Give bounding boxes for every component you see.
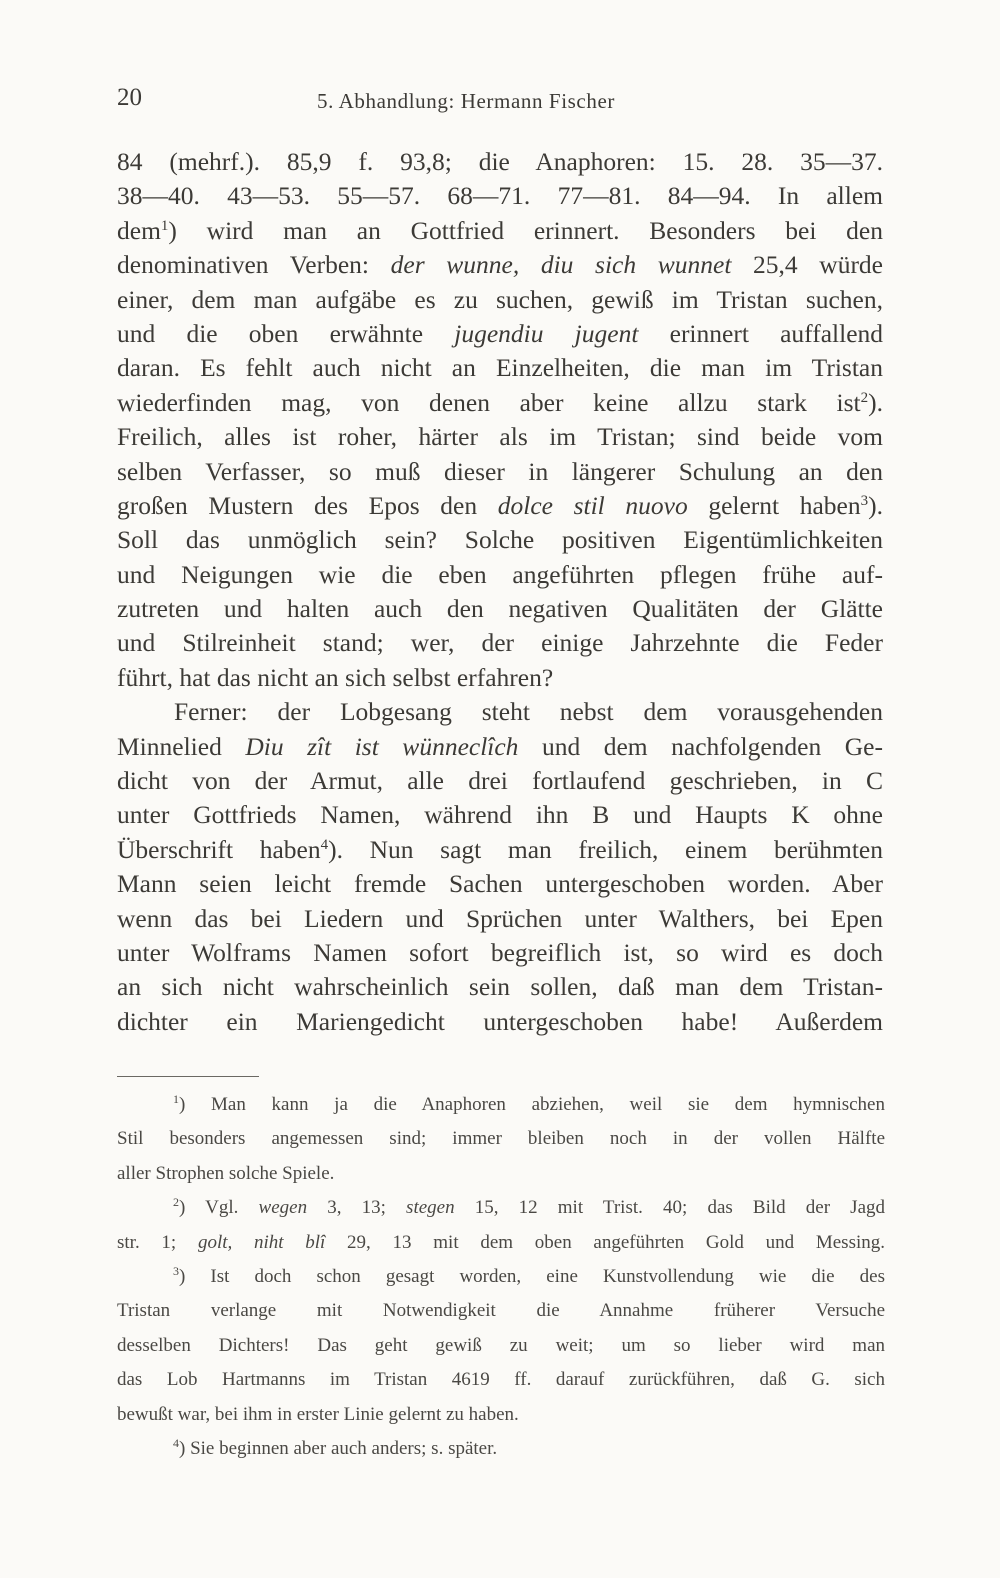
text-segment: 29, 13 mit dem oben angeführten Gold und Messing.	[325, 1231, 885, 1253]
italic-quote: dolce stil nuovo	[497, 490, 688, 520]
text-segment: 3, 13;	[307, 1197, 407, 1219]
text-line	[117, 386, 883, 420]
text-segment: ) wird man an Gottfried erinnert. Besonders bei den	[168, 215, 883, 245]
text-segment: ) Sie beginnen aber auch anders; s. später.	[179, 1437, 498, 1459]
text-line: Mann seien leicht fremde Sachen untergeschoben worden. Aber	[117, 869, 883, 899]
footnote-line: aller Strophen solche Spiele.	[117, 1162, 335, 1184]
text-segment: ). Nun sagt man freilich, einem berühmten	[328, 834, 883, 864]
text-line: zutreten und halten auch den negativen Qualitäten der Glätte	[117, 594, 883, 624]
footnote-line: Tristan verlange mit Notwendigkeit die Annahme früherer Versuche	[117, 1300, 885, 1322]
footnote-ref[interactable]: 4	[320, 836, 329, 853]
footnote-line: Stil besonders angemessen sind; immer bleiben noch in der vollen Hälfte	[117, 1128, 885, 1150]
footnote-divider	[117, 1076, 259, 1077]
footnotes	[117, 1091, 885, 1469]
text-line	[117, 833, 883, 867]
text-segment: gelernt haben	[687, 490, 861, 520]
page-header	[117, 84, 887, 124]
text-segment: großen Mustern des Epos den	[117, 490, 498, 520]
text-segment: ) Man kann ja die Anaphoren abziehen, weil sie dem hymnischen	[179, 1094, 885, 1115]
text-segment: dem	[117, 215, 161, 245]
text-segment: ).	[868, 490, 884, 520]
text-line	[117, 214, 883, 248]
text-line: dicht von der Armut, alle drei fortlaufend geschrieben, in C	[117, 766, 883, 796]
footnote-line	[117, 1263, 885, 1297]
footnote-line	[117, 1229, 885, 1263]
text-line	[117, 317, 883, 351]
text-line	[117, 489, 883, 523]
body-text	[117, 145, 883, 1039]
footnote-marker: 4	[173, 1435, 179, 1450]
text-line: daran. Es fehlt auch nicht an Einzelheiten, die man im Tristan	[117, 353, 883, 383]
text-line: selben Verfasser, so muß dieser in längerer Schulung an den	[117, 456, 883, 486]
text-line: und Neigungen wie die eben angeführten pflegen frühe auf-	[117, 559, 883, 589]
text-line: 38—40. 43—53. 55—57. 68—71. 77—81. 84—94. In allem	[117, 181, 883, 211]
text-segment: 25,4 würde	[731, 250, 884, 280]
footnote-marker: 3	[173, 1263, 179, 1278]
text-line	[117, 730, 883, 764]
text-segment: und die oben erwähnte	[117, 318, 455, 348]
text-line: Ferner: der Lobgesang steht nebst dem vorausgehenden	[174, 697, 883, 727]
footnote-line: desselben Dichters! Das geht gewiß zu weit; um so lieber wird man	[117, 1334, 885, 1356]
italic-quote: Diu zît ist wünneclîch	[245, 731, 519, 761]
text-segment: ).	[868, 387, 883, 417]
text-line: einer, dem man aufgäbe es zu suchen, gewiß im Tristan suchen,	[117, 284, 883, 314]
text-line: Soll das unmöglich sein? Solche positiven Eigentümlichkeiten	[117, 525, 883, 555]
text-line: unter Wolframs Namen sofort begreiflich ist, so wird es doch	[117, 937, 883, 967]
text-segment: str. 1;	[117, 1231, 198, 1253]
text-segment: denominativen Verben:	[117, 250, 391, 280]
text-segment: Überschrift haben	[117, 834, 321, 864]
italic-quote: der wunne, diu sich wunnet	[390, 250, 732, 280]
text-segment: ) Vgl.	[179, 1197, 259, 1219]
text-line: 84 (mehrf.). 85,9 f. 93,8; die Anaphoren: 15. 28. 35—37.	[117, 147, 883, 176]
footnote-line: bewußt war, bei ihm in erster Linie gelernt zu haben.	[117, 1403, 519, 1425]
footnote-ref[interactable]: 1	[160, 217, 169, 234]
text-line: unter Gottfrieds Namen, während ihn B und Haupts K ohne	[117, 800, 883, 830]
italic-quote: stegen	[406, 1197, 455, 1219]
text-segment: Minnelied	[117, 731, 246, 761]
text-line: dichter ein Mariengedicht untergeschoben habe! Außerdem	[117, 1006, 883, 1036]
footnote-line	[117, 1435, 885, 1469]
footnote-ref[interactable]: 2	[860, 389, 869, 406]
text-line: und Stilreinheit stand; wer, der einige Jahrzehnte die Feder	[117, 628, 883, 658]
footnote-line	[117, 1194, 885, 1228]
italic-quote: jugendiu jugent	[454, 318, 639, 348]
text-segment: 15, 12 mit Trist. 40; das Bild der Jagd	[454, 1197, 886, 1219]
text-segment: wiederfinden mag, von denen aber keine allzu stark ist	[117, 387, 861, 417]
footnote-line	[117, 1091, 885, 1125]
text-line: führt, hat das nicht an sich selbst erfahren?	[117, 662, 554, 692]
text-segment: und dem nachfolgenden Ge-	[518, 731, 883, 761]
text-segment: ) Ist doch schon gesagt worden, eine Kunstvollendung wie die des	[179, 1265, 885, 1287]
text-line	[117, 248, 883, 282]
italic-quote: golt, niht blî	[197, 1231, 326, 1253]
text-line: wenn das bei Liedern und Sprüchen unter Walthers, bei Epen	[117, 903, 883, 933]
text-segment: erinnert auffallend	[638, 318, 884, 348]
running-head: 5. Abhandlung: Hermann Fischer	[317, 89, 615, 113]
text-line: Freilich, alles ist roher, härter als im Tristan; sind beide vom	[117, 422, 883, 452]
footnote-line: das Lob Hartmanns im Tristan 4619 ff. darauf zurückführen, daß G. sich	[117, 1369, 885, 1391]
italic-quote: wegen	[258, 1197, 308, 1219]
footnote-ref[interactable]: 3	[860, 492, 869, 509]
page-number: 20	[117, 84, 142, 111]
footnote-marker: 1	[173, 1092, 179, 1106]
footnote-marker: 2	[173, 1195, 179, 1210]
text-line: an sich nicht wahrscheinlich sein sollen, daß man dem Tristan-	[117, 972, 883, 1002]
